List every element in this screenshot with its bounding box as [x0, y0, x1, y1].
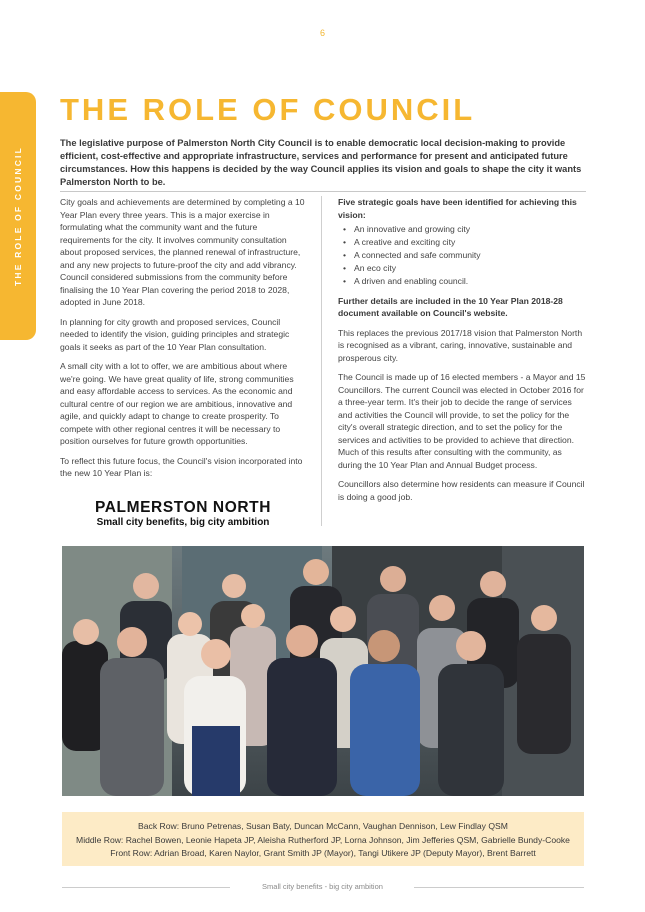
- caption-front-row: Front Row: Adrian Broad, Karen Naylor, Grant Smith JP (Mayor), Tangi Utikere JP (Deputy Mayor), Brent Barrett: [110, 848, 536, 858]
- brand-tagline: Small city benefits, big city ambition: [96, 517, 270, 528]
- goals-list: [338, 223, 588, 288]
- right-paragraph-1: This replaces the previous 2017/18 vision that Palmerston North is recognised as a vibrant, caring, innovative, sustainable and prosperous city.: [338, 327, 583, 363]
- left-paragraph-3: A small city with a lot to offer, we are ambitious about where we're going. We have great quality of life, strong communities and easy affordable access to services. As the economic and cultural centre of our region we are ambitious, innovative and agile, and quickly adapt to change to create prosperity. To compete with other regional centres it will be necessary to position ourselves for future growth opportunities.: [60, 361, 294, 446]
- caption-back-row: Back Row: Bruno Petrenas, Susan Baty, Duncan McCann, Vaughan Dennison, Lew Findlay QSM: [138, 821, 508, 831]
- page-title: THE ROLE OF COUNCIL: [60, 92, 476, 127]
- council-group-photo: [62, 546, 584, 796]
- goal-item: • An eco city: [338, 262, 588, 275]
- column-divider: [321, 196, 322, 526]
- right-column: [338, 196, 588, 510]
- left-paragraph-4: To reflect this future focus, the Council's vision incorporated into the new 10 Year Plan is:: [60, 455, 303, 478]
- goals-heading: Five strategic goals have been identified for achieving this vision:: [338, 197, 577, 220]
- side-section-tab: [0, 92, 36, 340]
- photo-caption: [62, 812, 584, 866]
- goal-item: • A connected and safe community: [338, 249, 588, 262]
- goal-item: • A driven and enabling council.: [338, 275, 588, 288]
- intro-paragraph: The legislative purpose of Palmerston North City Council is to enable democratic local decision-making to provide efficient, cost-effective and appropriate infrastructure, services and performance for present and anticipated future circumstances. How this happens is decided by the way Council applies its vision and goals to shape the city it wants Palmerston North to be.: [60, 138, 582, 187]
- brand-name: PALMERSTON NORTH: [94, 499, 272, 516]
- goal-item: • An innovative and growing city: [338, 223, 588, 236]
- right-paragraph-3: Councillors also determine how residents can measure if Council is doing a good job.: [338, 479, 585, 502]
- left-column: [60, 196, 306, 487]
- intro-divider: [60, 191, 586, 192]
- further-details: Further details are included in the 10 Year Plan 2018-28 document available on Council's website.: [338, 295, 563, 318]
- footer-tagline: Small city benefits - big city ambition: [262, 882, 383, 891]
- city-brand: [60, 499, 306, 529]
- page-number: 6: [319, 28, 325, 38]
- side-tab-label: THE ROLE OF COUNCIL: [13, 145, 23, 287]
- group-photo-illustration: [62, 546, 584, 796]
- left-paragraph-2: In planning for city growth and proposed services, Council needed to identify the vision, guiding principles and strategic goals it seeks as part of the 10 Year Plan consultation.: [60, 316, 290, 352]
- left-paragraph-1: City goals and achievements are determined by completing a 10 Year Plan every three years. This is a major exercise in formulating what the community want and the future requirements for the city. It involves community consultation about proposed services, the planned renewal of infrastructure, and any new projects to future-proof the city and add vibrancy. Council considered submissions from the community before finalising the 10 Year Plan covering the period 2018 to 2028, adopted in June 2018.: [60, 197, 305, 307]
- goal-item: • A creative and exciting city: [338, 236, 588, 249]
- caption-middle-row: Middle Row: Rachel Bowen, Leonie Hapeta JP, Aleisha Rutherford JP, Lorna Johnson, Jim Jefferies QSM, Gabrielle Bundy-Cooke: [76, 834, 570, 845]
- right-paragraph-2: The Council is made up of 16 elected members - a Mayor and 15 Councillors. The current Council was elected in October 2016 for a three-year term. It's their job to decide the range of services and activities the Council will provide, to set the policy for the city's overall strategic direction, and to set the policy for the services and activities to be provided to achieve that direction. Much of this results after consulting with the community, as during the 10 Year Plan and Annual Budget process.: [338, 372, 586, 470]
